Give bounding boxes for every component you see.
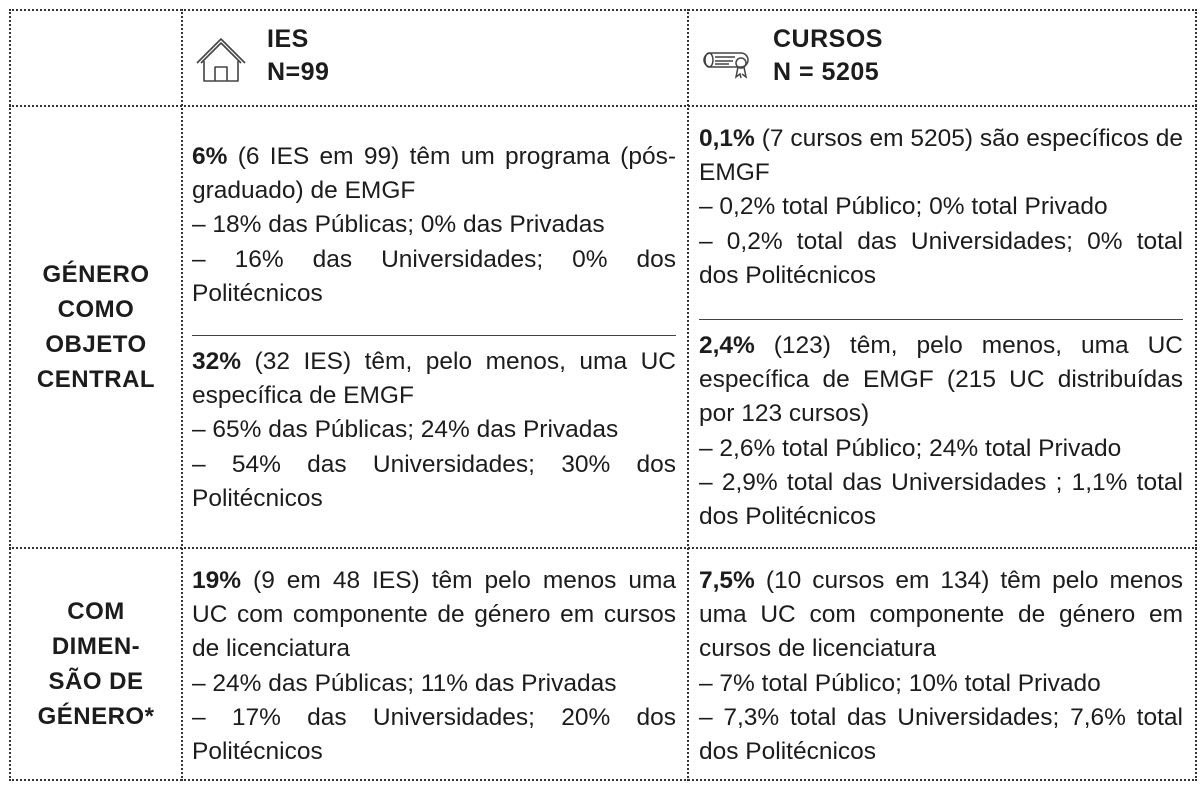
stat-text: (6 IES em 99) têm um programa (pós-graduado) de EMGF [192,143,676,205]
ies-n: N=99 [267,58,330,86]
stat-line: – 7,3% total das Universidades; 7,6% total dos Politécnicos [699,703,1183,766]
stat-line: – 2,9% total das Universidades ; 1,1% total dos Politécnicos [699,468,1183,531]
row-label-line: GÉNERO* [37,703,155,730]
cursos-uc-block [699,329,1183,534]
row-label-line: OBJETO [45,331,147,358]
stat-lead: 0,1% [699,125,755,152]
stat-text: (32 IES) têm, pelo menos, uma UC específica de EMGF [192,348,676,410]
row-label-line: CENTRAL [36,366,156,393]
stat-lead: 32% [192,348,242,375]
row-label-line: GÉNERO [42,261,150,288]
stat-line: – 18% das Públicas; 0% das Privadas [192,211,605,239]
stat-lead: 19% [192,567,242,594]
stat-lead: 2,4% [699,332,755,359]
stat-line: – 24% das Públicas; 11% das Privadas [192,669,617,697]
stat-text: (123) têm, pelo menos, uma UC específica de EMGF (215 UC distribuídas por 123 cursos) [699,332,1183,428]
row-label-line: SÃO DE [48,668,144,695]
row-label-genero-objeto [11,107,181,547]
header-ies [193,9,673,105]
stat-line: – 65% das Públicas; 24% das Privadas [192,416,619,444]
divider [192,335,676,336]
header-cursos [699,9,1179,105]
ies-dimensao-block [192,564,676,769]
stat-line: – 0,2% total Público; 0% total Privado [699,193,1108,221]
stat-line: – 0,2% total das Universidades; 0% total dos Politécnicos [699,227,1183,289]
cursos-title: CURSOS [773,25,883,53]
row-label-line: COM [67,598,125,625]
divider [699,319,1183,320]
house-icon [193,33,249,89]
stat-text: (10 cursos em 134) têm pelo menos uma UC com componente de género em cursos de licenciatura [699,567,1183,663]
cursos-especificos-block [699,122,1183,293]
stat-line: – 54% das Universidades; 30% dos Politécnicos [192,450,676,512]
ies-uc-block [192,345,676,516]
diploma-icon [699,33,755,89]
stat-lead: 7,5% [699,567,755,594]
ies-title: IES [267,25,309,53]
row-label-line: COMO [57,296,135,323]
cursos-dimensao-block [699,564,1183,769]
stat-lead: 6% [192,143,228,170]
stat-line: – 17% das Universidades; 20% dos Politécnicos [192,703,676,766]
cursos-n: N = 5205 [773,58,880,86]
ies-programa-block [192,140,676,311]
row-label-line: DIMEN- [51,633,141,660]
stat-line: – 7% total Público; 10% total Privado [699,669,1101,697]
stat-line: – 2,6% total Público; 24% total Privado [699,434,1122,462]
stat-text: (9 em 48 IES) têm pelo menos uma UC com componente de género em cursos de licenciatura [192,567,676,663]
row-label-dimensao [11,549,181,779]
summary-table [9,9,1197,781]
stat-line: – 16% das Universidades; 0% dos Politécnicos [192,245,676,307]
stat-text: (7 cursos em 5205) são específicos de EMGF [699,125,1183,187]
